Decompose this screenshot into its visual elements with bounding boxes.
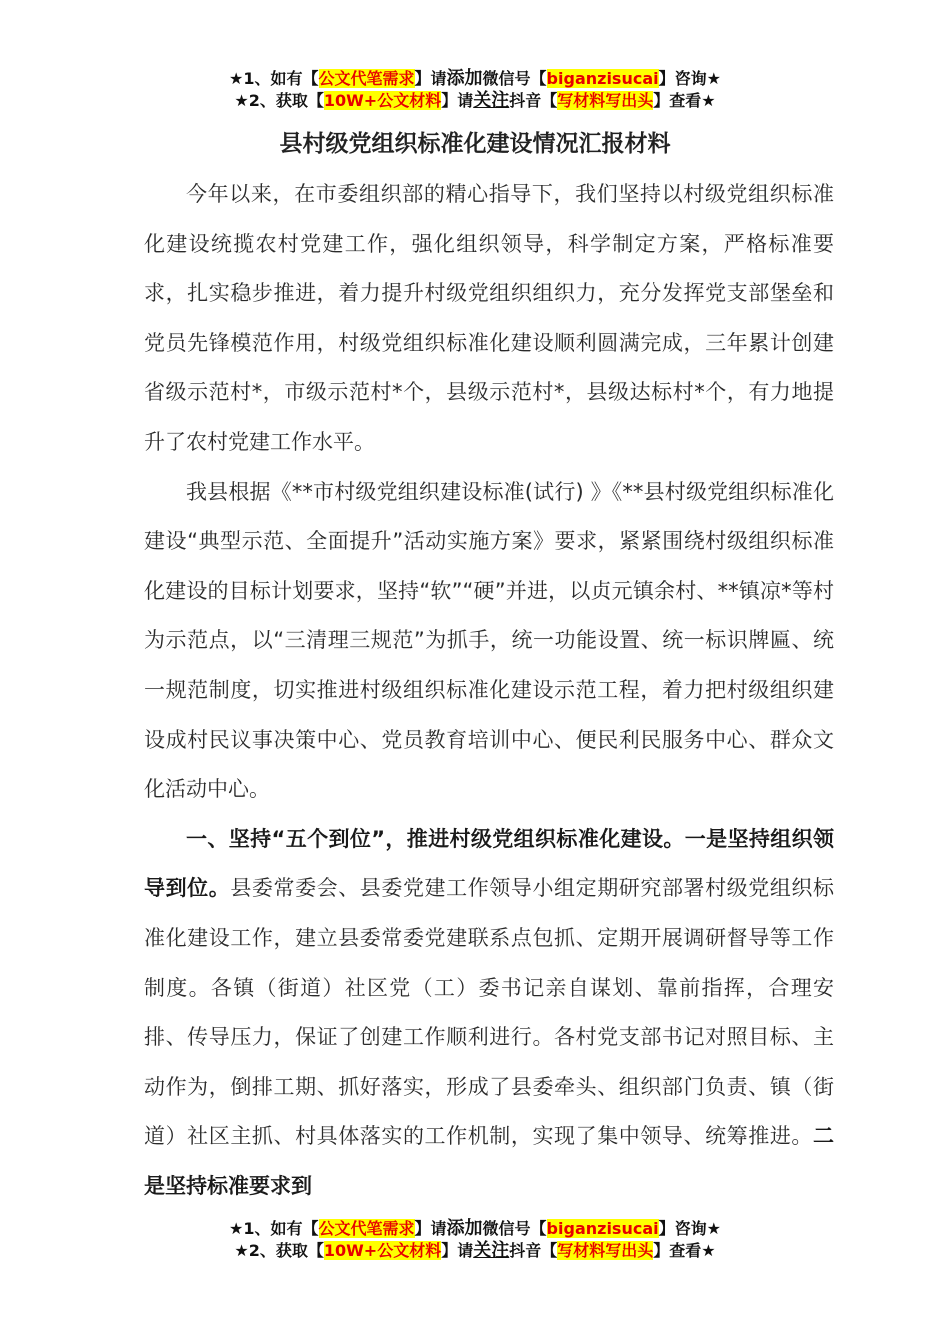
paragraph-1: 今年以来，在市委组织部的精心指导下，我们坚持以村级党组织标准化建设统揽农村党建工作，强化组织领导，科学制定方案，严格标准要求，扎实稳步推进，着力提升村级党组织组织力，充分发挥党支部堡垒和党员先锋模范作用，村级党组织标准化建设顺利圆满完成，三年累计创建省级示范村*，市级示范村*个，县级示范村*，县级达标村*个，有力地提升了农村党建工作水平。	[144, 182, 834, 454]
promo-highlight: 10W+公文材料	[323, 91, 442, 110]
promo-banner-top	[0, 68, 950, 112]
section-heading: 一、坚持“五个到位”，推进村级党组织标准化建设。一是坚持组织领导到位。	[144, 826, 834, 901]
promo-text: 抖音【	[509, 91, 558, 110]
promo-text: 微信号【	[482, 1219, 547, 1238]
promo-text: 】查看★	[653, 1241, 716, 1260]
promo-line-1	[0, 1218, 950, 1240]
promo-text: 】请	[441, 91, 474, 110]
promo-wechat-id: biganzisucai	[546, 1219, 659, 1238]
promo-emphasis: 添加	[446, 68, 483, 89]
promo-text: 】请	[414, 69, 447, 88]
paragraph-3	[144, 815, 834, 1212]
paragraph-2: 我县根据《**市村级党组织建设标准(试行) 》《**县村级党组织标准化建设“典型示范、全面提升”活动实施方案》要求，紧紧围绕村级组织标准化建设的目标计划要求，坚持“软”“硬”并进，以贞元镇余村、**镇凉*等村为示范点，以“三清理三规范”为抓手，统一功能设置、统一标识牌匾、统一规范制度，切实推进村级组织标准化建设示范工程，着力把村级组织建设成村民议事决策中心、党员教育培训中心、便民利民服务中心、群众文化活动中心。	[144, 479, 834, 802]
promo-douyin-id: 写材料写出头	[557, 91, 654, 110]
promo-emphasis: 关注	[473, 90, 510, 111]
promo-text: ★1、如有【	[229, 69, 319, 88]
document-body	[144, 170, 834, 1211]
promo-text: ★2、获取【	[234, 91, 324, 110]
promo-highlight: 公文代笔需求	[318, 1219, 415, 1238]
paragraph-3-body: 县委常委会、县委党建工作领导小组定期研究部署村级党组织标准化建设工作，建立县委常委党建联系点包抓、定期开展调研督导等工作制度。各镇（街道）社区党（工）委书记亲自谋划、靠前指挥，合理安排、传导压力，保证了创建工作顺利进行。各村党支部书记对照目标、主动作为，倒排工期、抓好落实，形成了县委牵头、组织部门负责、镇（街道）社区主抓、村具体落实的工作机制，实现了集中领导、统筹推进。	[144, 876, 835, 1149]
promo-text: ★1、如有【	[229, 1219, 319, 1238]
promo-banner-bottom	[0, 1218, 950, 1262]
promo-text: 抖音【	[509, 1241, 558, 1260]
promo-line-2	[0, 90, 950, 112]
document-title: 县村级党组织标准化建设情况汇报材料	[279, 131, 671, 157]
promo-text: 】咨询★	[658, 1219, 721, 1238]
promo-line-1	[0, 68, 950, 90]
promo-text: 】请	[441, 1241, 474, 1260]
promo-text: 】请	[414, 1219, 447, 1238]
promo-text: 】查看★	[653, 91, 716, 110]
promo-highlight: 公文代笔需求	[318, 69, 415, 88]
promo-text: 微信号【	[482, 69, 547, 88]
promo-highlight: 10W+公文材料	[323, 1241, 442, 1260]
promo-douyin-id: 写材料写出头	[557, 1241, 654, 1260]
promo-text: 】咨询★	[658, 69, 721, 88]
promo-emphasis: 关注	[473, 1240, 510, 1261]
subsection-heading: 二是坚持标准要求到	[144, 1124, 834, 1198]
promo-wechat-id: biganzisucai	[546, 69, 659, 88]
promo-emphasis: 添加	[446, 1218, 483, 1239]
promo-line-2	[0, 1240, 950, 1262]
promo-text: ★2、获取【	[234, 1241, 324, 1260]
